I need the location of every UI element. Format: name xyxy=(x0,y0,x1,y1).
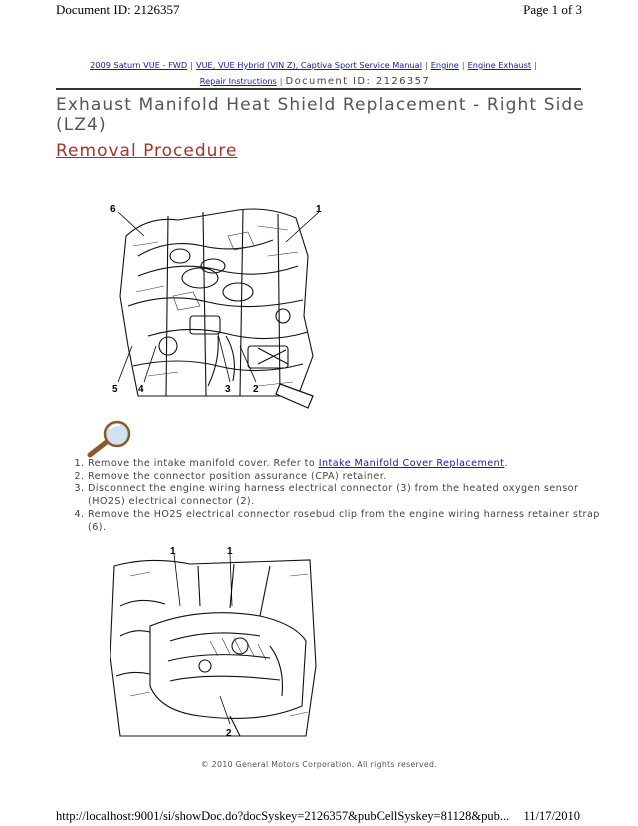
breadcrumb-link-vehicle[interactable]: 2009 Saturn VUE - FWD xyxy=(90,60,188,70)
header-page-number: Page 1 of 3 xyxy=(523,2,582,17)
callout-2: 2 xyxy=(226,728,232,739)
breadcrumb-separator: | xyxy=(534,60,537,70)
breadcrumb-link-manual[interactable]: VUE, VUE Hybrid (VIN Z), Captiva Sport Service Manual xyxy=(195,60,422,70)
header-divider xyxy=(56,88,581,90)
breadcrumb-link-engine[interactable]: Engine xyxy=(430,60,459,70)
callout-5: 5 xyxy=(112,384,118,395)
intake-manifold-cover-link[interactable]: Intake Manifold Cover Replacement xyxy=(318,458,505,469)
callout-3: 3 xyxy=(225,384,231,395)
section-title: Removal Procedure xyxy=(56,141,238,161)
breadcrumb-link-engine-exhaust[interactable]: Engine Exhaust xyxy=(467,60,532,70)
step-4: 4. Remove the HO2S electrical connector rosebud clip from the engine wiring harness retainer strap (6). xyxy=(88,509,608,534)
engine-illustration-1 xyxy=(108,196,330,410)
removal-steps xyxy=(56,458,608,534)
callout-1: 1 xyxy=(227,546,233,557)
step-2: 2. Remove the connector position assurance (CPA) retainer. xyxy=(88,471,608,484)
engine-illustration-2 xyxy=(110,546,320,741)
step-text: Remove the intake manifold cover. Refer to xyxy=(88,458,319,469)
step-3: 3. Disconnect the engine wiring harness electrical connector (3) from the heated oxygen sensor (HO2S) electrical connector (2). xyxy=(88,483,608,508)
step-text: . xyxy=(504,458,508,469)
magnifier-icon[interactable] xyxy=(86,419,136,459)
callout-4: 4 xyxy=(138,384,144,395)
callout-1: 1 xyxy=(316,204,322,215)
callout-1: 1 xyxy=(170,546,176,557)
breadcrumb-document-id: Document ID: 2126357 xyxy=(285,76,431,87)
step-1 xyxy=(88,458,608,471)
callout-6: 6 xyxy=(110,204,116,215)
breadcrumb-separator: | xyxy=(461,60,465,70)
footer-url: http://localhost:9001/si/showDoc.do?docSyskey=2126357&pubCellSyskey=81128&pub... xyxy=(56,809,510,823)
callout-2: 2 xyxy=(253,384,259,395)
breadcrumb-separator: | xyxy=(190,60,193,70)
header-document-id: Document ID: 2126357 xyxy=(56,2,180,17)
breadcrumb xyxy=(70,57,560,90)
footer-date: 11/17/2010 xyxy=(523,809,580,823)
copyright-notice: © 2010 General Motors Corporation. All rights reserved. xyxy=(200,760,438,769)
page-title: Exhaust Manifold Heat Shield Replacement - Right Side (LZ4) xyxy=(56,95,585,135)
breadcrumb-link-repair-instructions[interactable]: Repair Instructions xyxy=(199,76,277,86)
breadcrumb-separator: | xyxy=(424,60,428,70)
breadcrumb-separator: | xyxy=(279,76,283,86)
